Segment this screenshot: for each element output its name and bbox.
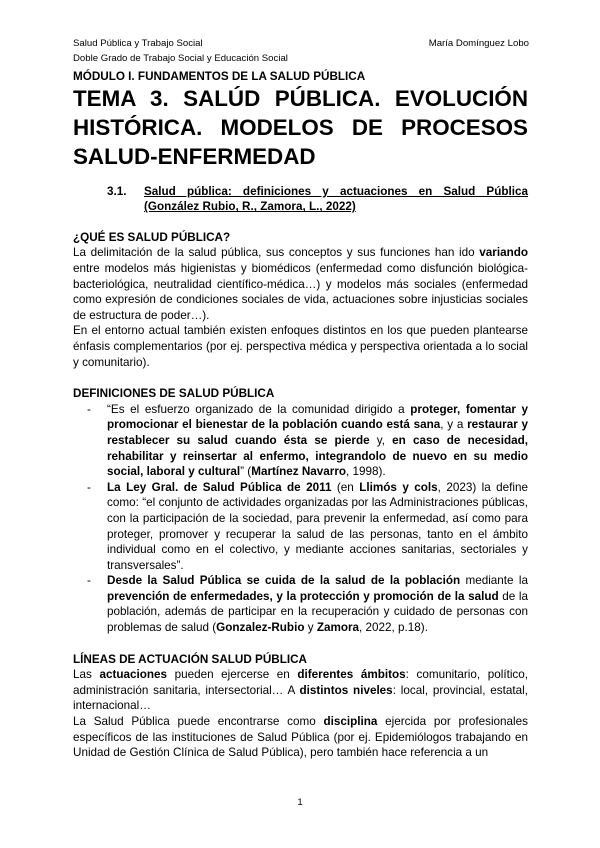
heading-lineas: LÍNEAS DE ACTUACIÓN SALUD PÚBLICA <box>73 652 307 666</box>
section-number: 3.1. <box>107 185 127 198</box>
text-run: La delimitación de la salud pública, sus conceptos y sus funciones han ido <box>73 246 480 260</box>
bold-text: restaurar y restablecer su salud cuando ésta se pierde <box>107 418 528 447</box>
bold-text: La Ley Gral. de Salud Pública de 2011 <box>107 480 332 494</box>
text-run: ” ( <box>240 465 252 479</box>
text-run: ejercida por profesionales específicos de las instituciones de Salud Pública (por ej. Epidemiólogos trabajando en Unidad de Gestión Clínica de Salud Pública), pero también hace referencia a un <box>73 715 528 760</box>
bold-text: Martínez Navarro <box>251 465 347 479</box>
text-run: , 2022, p.18). <box>359 621 428 635</box>
title-line-3: SALUD-ENFERMEDAD <box>73 144 316 169</box>
paragraph-que-es-2: En el entorno actual también existen enfoques distintos en los que pueden plantearse énfasis complementarios (por ej. perspectiva médica y perspectiva orientada a lo social y comunitario). <box>73 324 528 369</box>
text-run: pueden ejercerse en <box>167 668 298 682</box>
module-title: MÓDULO I. FUNDAMENTOS DE LA SALUD PÚBLICA <box>73 70 366 83</box>
definition-text <box>107 403 528 478</box>
bold-text: distintos niveles <box>299 683 393 697</box>
text-run: y <box>304 621 317 635</box>
paragraph-que-es-1 <box>73 245 528 323</box>
bold-text: Gonzalez-Rubio <box>216 621 305 635</box>
definition-text <box>107 574 528 634</box>
text-run: La Salud Pública puede encontrarse como <box>73 715 324 729</box>
heading-que-es: ¿QUÉ ES SALUD PÚBLICA? <box>73 230 231 244</box>
paragraph-lineas-1 <box>73 667 528 714</box>
title-line-1: TEMA 3. SALÚD PÚBLICA. EVOLUCIÓN <box>73 86 528 111</box>
bold-text: disciplina <box>323 715 378 729</box>
bold-text: prevención de enfermedades, y la protección y promoción de la salud <box>107 589 499 603</box>
list-dash: - <box>87 402 91 416</box>
list-item <box>87 480 529 574</box>
text-run: : comunitario, político, administración sanitaria, intersectorial… A <box>73 668 529 697</box>
definitions-list <box>73 402 528 636</box>
text-run: (en <box>331 480 360 494</box>
list-dash: - <box>87 574 91 588</box>
list-item <box>87 402 529 480</box>
header-course: Salud Pública y Trabajo Social <box>73 38 203 49</box>
text-run: Las <box>73 668 100 682</box>
text-run: entre modelos más higienistas y biomédicos (enfermedad como disfunción biológica-bacteriológica, neutralidad científico-médica…) y modelos más sociales (enfermedad como expresión de condiciones sociales de vida, actuaciones sobre injusticias sociales de estructura de poder…). <box>73 262 528 322</box>
text-run: , 1998). <box>346 465 386 479</box>
text-run: , y a <box>440 418 468 432</box>
text-run: de la población, además de participar en la recuperación y cuidado de personas con problemas de salud ( <box>107 589 529 635</box>
paragraph-lineas-2 <box>73 714 528 761</box>
bold-text: Desde la Salud Pública se cuida de la salud de la población <box>107 574 461 588</box>
text-run: “Es el esfuerzo organizado de la comunidad dirigido a <box>107 402 411 416</box>
header-degree: Doble Grado de Trabajo Social y Educación Social <box>73 53 288 64</box>
page-header-left <box>73 36 288 66</box>
list-item <box>87 573 529 635</box>
definition-text <box>107 481 528 572</box>
title-line-2: HISTÓRICA. MODELOS DE PROCESOS <box>73 115 528 140</box>
bold-text: proteger, fomentar y promocionar el bienestar de la población cuando está sana <box>107 402 529 432</box>
section-title: Salud pública: definiciones y actuaciones en Salud Pública (González Rubio, R., Zamora, L., 2022) <box>144 185 528 214</box>
bold-text: actuaciones <box>99 668 167 682</box>
section-heading <box>73 184 528 215</box>
page-number: 1 <box>297 797 303 808</box>
header-author: María Domínguez Lobo <box>428 38 529 49</box>
bold-text: Zamora <box>316 621 360 635</box>
list-dash: - <box>87 480 91 494</box>
text-run: mediante la <box>460 574 529 588</box>
bold-text: diferentes ámbitos <box>297 668 406 682</box>
bold-text: Llimós y cols <box>359 480 438 494</box>
heading-definiciones: DEFINICIONES DE SALUD PÚBLICA <box>73 387 275 401</box>
text-run: , 2023) la define como: “el conjunto de actividades organizadas por las Administraciones públicas, con la participación de la sociedad, para prevenir la enfermedad, así como para proteger, promover y recuperar la salud de las personas, tanto en el ámbito individual como en el colectivo, y mediante acciones sanitarias, sectoriales y transversales”. <box>107 480 529 572</box>
text-run: : local, provincial, estatal, internacional… <box>73 683 528 713</box>
bold-text: variando <box>479 246 528 260</box>
text-run: y, <box>369 433 393 447</box>
page-content <box>73 69 528 761</box>
bold-text: en caso de necesidad, rehabilitar y reinsertar al enfermo, integrandolo de nuevo en su medio social, laboral y cultural <box>107 433 529 479</box>
